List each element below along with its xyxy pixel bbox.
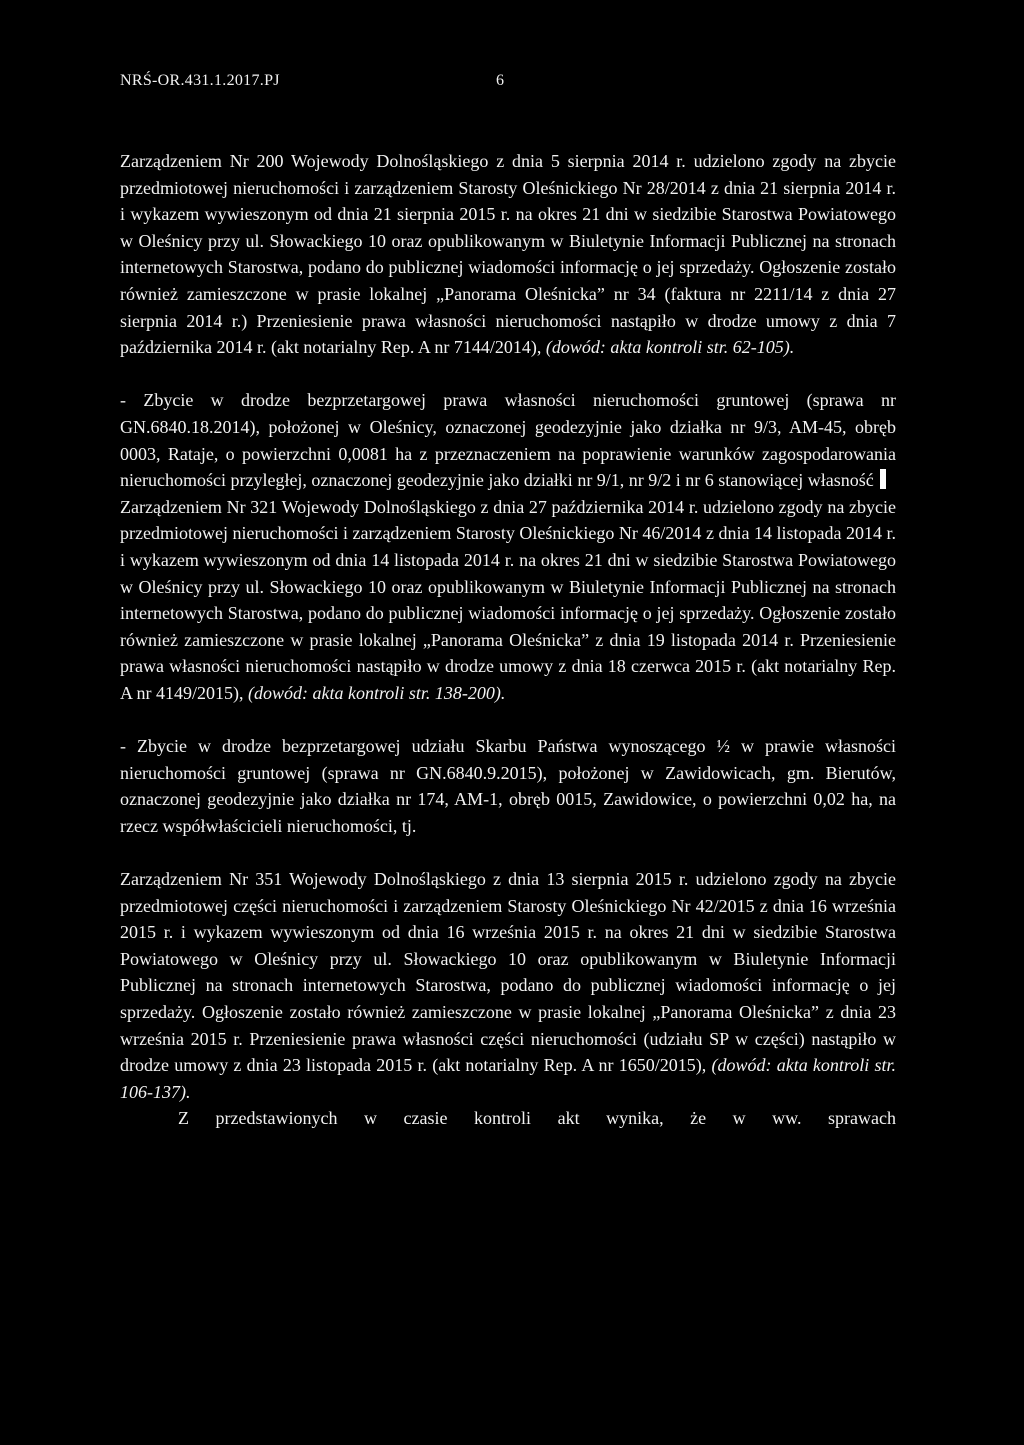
paragraph-6-text: Z przedstawionych w czasie kontroli akt wynika, że w ww. sprawach <box>178 1108 896 1129</box>
paragraph-3-text: Zarządzeniem Nr 321 Wojewody Dolnośląskiego z dnia 27 października 2014 r. udzielono zgody na zbycie przedmiotowej nieruchomości i zarządzeniem Starosty Oleśnickiego Nr 46/2014 z dnia 14 listopada 2014 r. i wykazem wywieszonym od dnia 14 listopada 2014 r. na okres 21 dni w siedzibie Starostwa Powiatowego w Oleśnicy przy ul. Słowackiego 10 oraz opublikowanym w Biuletynie Informacji Publicznej na stronach internetowych Starostwa, podano do publicznej wiadomości informację o jej sprzedaży. Ogłoszenie zostało również zamieszczone w prasie lokalnej „Panorama Oleśnicka” z dnia 19 listopada 2014 r. Przeniesienie prawa własności nieruchomości nastąpiło w drodze umowy z dnia 18 czerwca 2015 r. (akt notarialny Rep. A nr 4149/2015), <box>120 496 896 703</box>
document-reference: NRŚ-OR.431.1.2017.PJ <box>120 72 280 89</box>
paragraph-2 <box>120 387 896 493</box>
spacer <box>120 706 896 733</box>
paragraph-4-text: - Zbycie w drodze bezprzetargowej udziału Skarbu Państwa wynoszącego ½ w prawie własności nieruchomości gruntowej (sprawa nr GN.6840.9.2015), położonej w Zawidowicach, gm. Bierutów, oznaczonej geodezyjnie jako działka nr 174, AM-1, obręb 0015, Zawidowice, o powierzchni 0,02 ha, na rzecz współwłaścicieli nieruchomości, tj. <box>120 736 896 836</box>
paragraph-5-text: Zarządzeniem Nr 351 Wojewody Dolnośląskiego z dnia 13 sierpnia 2015 r. udzielono zgody na zbycie przedmiotowej części nieruchomości i zarządzeniem Starosty Oleśnickiego Nr 42/2015 z dnia 16 września 2015 r. i wykazem wywieszonym od dnia 16 września 2015 r. na okres 21 dni w siedzibie Starostwa Powiatowego w Oleśnicy przy ul. Słowackiego 10 oraz opublikowanym w Biuletynie Informacji Publicznej na stronach internetowych Starostwa, podano do publicznej wiadomości informację o jej sprzedaży. Ogłoszenie zostało również zamieszczone w prasie lokalnej „Panorama Oleśnicka” z dnia 23 września 2015 r. Przeniesienie prawa własności części nieruchomości (udziału SP w części) nastąpiło w drodze umowy z dnia 23 listopada 2015 r. (akt notarialny Rep. A nr 1650/2015), <box>120 869 896 1076</box>
paragraph-3-evidence: (dowód: akta kontroli str. 138-200). <box>248 682 506 703</box>
spacer <box>120 839 896 866</box>
paragraph-1-evidence: (dowód: akta kontroli str. 62-105). <box>545 337 795 358</box>
paragraph-1-text: Zarządzeniem Nr 200 Wojewody Dolnośląskiego z dnia 5 sierpnia 2014 r. udzielono zgody na zbycie przedmiotowej nieruchomości i zarządzeniem Starosty Oleśnickiego Nr 28/2014 z dnia 21 sierpnia 2014 r. i wykazem wywieszonym od dnia 21 sierpnia 2015 r. na okres 21 dni w siedzibie Starostwa Powiatowego w Oleśnicy przy ul. Słowackiego 10 oraz opublikowanym w Biuletynie Informacji Publicznej na stronach internetowych Starostwa, podano do publicznej wiadomości informację o jej sprzedaży. Ogłoszenie zostało również zamieszczone w prasie lokalnej „Panorama Oleśnicka” nr 34 (faktura nr 2211/14 z dnia 27 sierpnia 2014 r.) Przeniesienie prawa własności nieruchomości nastąpiło w drodze umowy z dnia 7 października 2014 r. (akt notarialny Rep. A nr 7144/2014), <box>120 151 896 358</box>
document-body <box>120 148 896 1132</box>
paragraph-4 <box>120 733 896 839</box>
paragraph-1 <box>120 148 896 361</box>
paragraph-5-evidence: (dowód: akta kontroli str. 106-137). <box>120 1055 896 1102</box>
paragraph-6 <box>120 1105 896 1132</box>
spacer <box>120 361 896 388</box>
paragraph-5 <box>120 866 896 1105</box>
page-number: 6 <box>496 72 505 89</box>
paragraph-3 <box>120 494 896 707</box>
paragraph-2-text: - Zbycie w drodze bezprzetargowej prawa własności nieruchomości gruntowej (sprawa nr GN.6840.18.2014), położonej w Oleśnicy, oznaczonej geodezyjnie jako działka nr 9/3, AM-45, obręb 0003, Rataje, o powierzchni 0,0081 ha z przeznaczeniem na poprawienie warunków zagospodarowania nieruchomości przyległej, oznaczonej geodezyjnie jako działki nr 9/1, nr 9/2 i nr 6 stanowiącej własność <box>120 390 896 491</box>
redaction-mark <box>880 469 886 489</box>
